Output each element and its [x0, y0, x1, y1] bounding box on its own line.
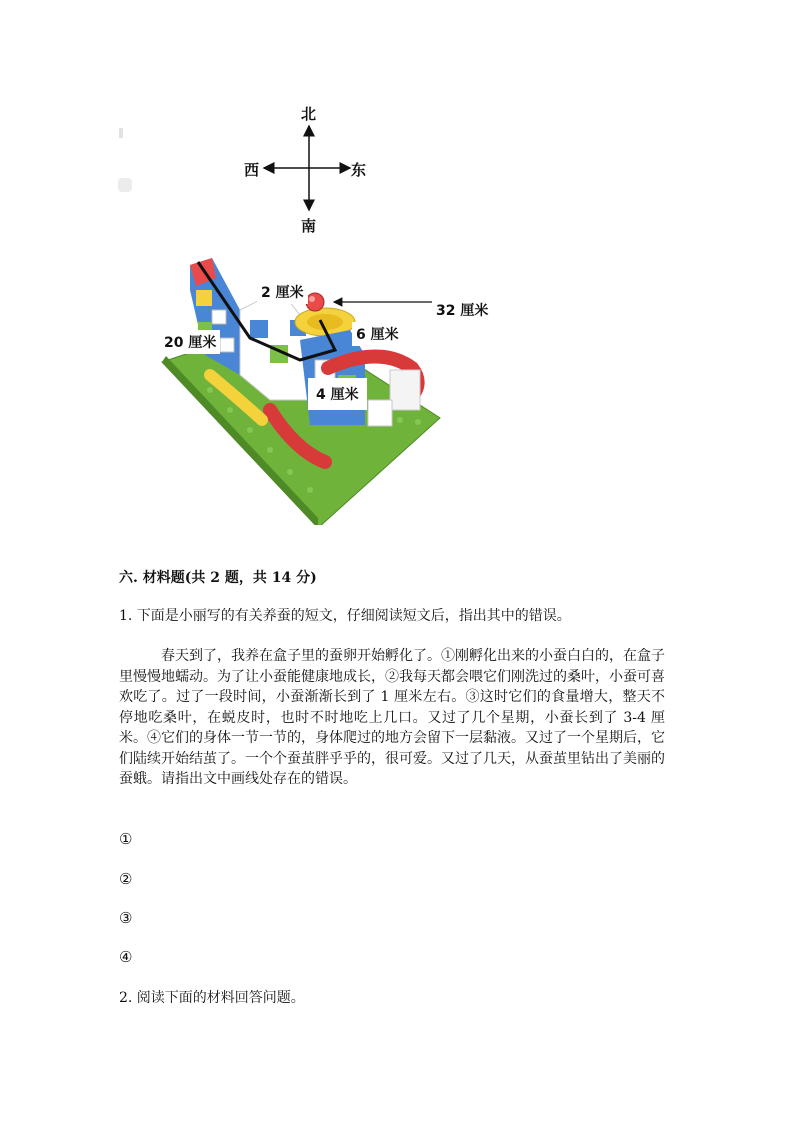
answer-blank-3: ③ [119, 909, 133, 927]
question1-passage [119, 646, 665, 790]
label-6cm: 6 厘米 [352, 322, 403, 346]
label-32cm: 32 厘米 [432, 298, 492, 322]
label-4cm: 4 厘米 [308, 378, 367, 410]
scan-mark [119, 128, 123, 138]
answer-blank-4: ④ [119, 948, 133, 966]
east-label: 东 [351, 161, 367, 179]
marble-run-figure [150, 250, 500, 525]
question2-prompt: 2. 阅读下面的材料回答问题。 [119, 990, 305, 1006]
answer-blank-2: ② [119, 870, 133, 888]
compass-diagram [230, 100, 390, 240]
label-2cm: 2 厘米 [257, 280, 308, 304]
section-title: 六. 材料题(共 2 题，共 14 分) [119, 570, 317, 586]
south-label: 南 [301, 217, 317, 235]
question1-prompt: 1. 下面是小丽写的有关养蚕的短文，仔细阅读短文后，指出其中的错误。 [119, 608, 571, 624]
west-label: 西 [244, 161, 260, 179]
north-label: 北 [301, 105, 317, 123]
answer-blank-1: ① [119, 830, 133, 848]
label-20cm: 20 厘米 [160, 330, 220, 354]
passage-text: 春天到了，我养在盒子里的蚕卵开始孵化了。①刚孵化出来的小蚕白白的，在盒子里慢慢地蠕动。为了让小蚕能健康地成长，②我每天都会喂它们刚洗过的桑叶，小蚕可喜欢吃了。过了一段时间，小蚕渐渐长到了 1 厘米左右。③这时它们的食量增大，整天不停地吃桑叶，在蜕皮时，也时不时地吃上几口。又过了几个星期，小蚕长到了 3-4 厘米。④它们的身体一节一节的，身体爬过的地方会留下一层黏液。又过了一个星期后，它们陆续开始结茧了。一个个蚕茧胖乎乎的，很可爱。又过了几天，从蚕茧里钻出了美丽的蚕蛾。请指出文中画线处存在的错误。 [119, 648, 665, 787]
scan-mark [118, 178, 132, 192]
